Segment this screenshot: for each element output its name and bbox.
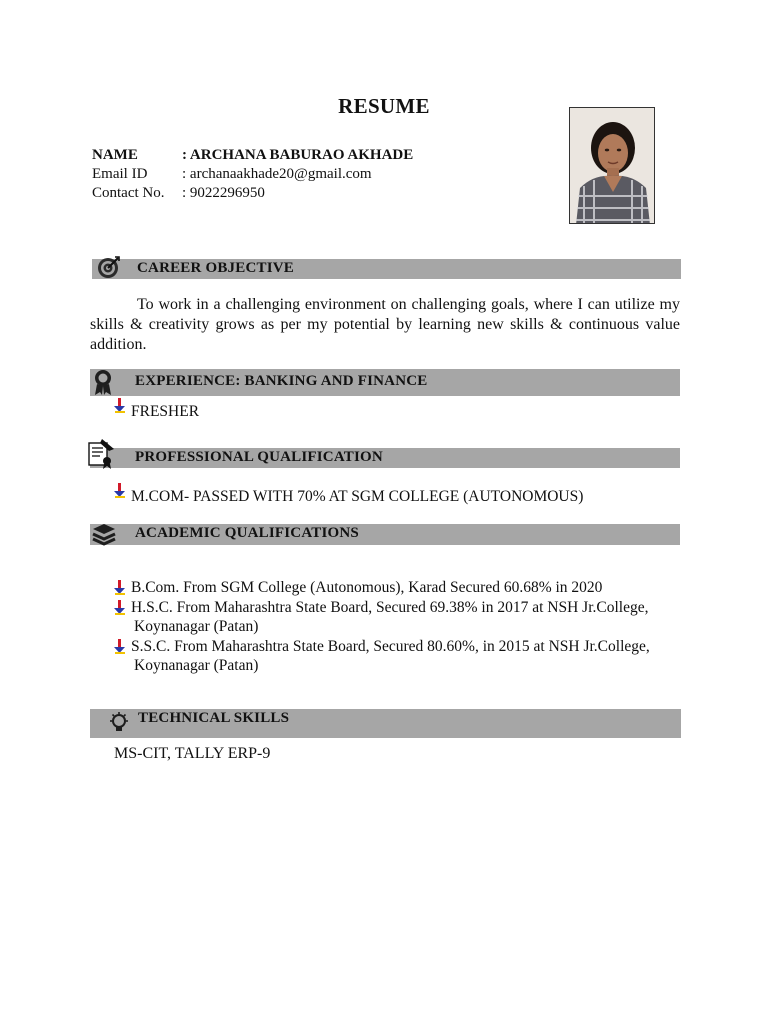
name-row — [92, 146, 413, 165]
experience-item-text: FRESHER — [131, 403, 200, 420]
academic-item-text: S.S.C. From Maharashtra State Board, Secured 80.60%, in 2015 at NSH Jr.College, — [131, 638, 650, 655]
arrow-bullet-icon — [113, 483, 127, 504]
experience-item — [113, 402, 200, 421]
resume-title: RESUME — [338, 94, 430, 118]
profile-photo — [569, 107, 655, 224]
technical-heading-bar — [90, 709, 681, 738]
email-label: Email ID — [92, 166, 148, 182]
professional-heading: PROFESSIONAL QUALIFICATION — [135, 449, 383, 465]
academic-item-text: Koynanagar (Patan) — [134, 657, 259, 674]
experience-heading-bar — [90, 369, 680, 396]
professional-item — [113, 487, 584, 506]
academic-item-text: B.Com. From SGM College (Autonomous), Karad Secured 60.68% in 2020 — [131, 579, 603, 596]
academic-heading: ACADEMIC QUALIFICATIONS — [135, 525, 359, 541]
contact-value: : 9022296950 — [182, 185, 265, 201]
technical-item — [114, 744, 270, 763]
arrow-bullet-icon — [113, 639, 127, 660]
academic-item-1 — [113, 578, 603, 597]
arrow-bullet-icon — [113, 600, 127, 621]
academic-item-3-continued — [134, 656, 258, 675]
target-icon — [96, 256, 120, 285]
email-row — [92, 165, 372, 184]
name-value: : ARCHANA BABURAO AKHADE — [182, 147, 414, 163]
award-ribbon-icon — [92, 369, 114, 401]
academic-item-text: Koynanagar (Patan) — [134, 618, 259, 635]
professional-item-text: M.COM- PASSED WITH 70% AT SGM COLLEGE (AUTONOMOUS) — [131, 488, 584, 505]
lightbulb-icon — [107, 711, 131, 740]
email-value[interactable]: : archanaakhade20@gmail.com — [182, 166, 372, 182]
experience-heading: EXPERIENCE: BANKING AND FINANCE — [135, 373, 428, 389]
academic-item-2-continued — [134, 617, 258, 636]
contact-row — [92, 184, 265, 203]
technical-heading: TECHNICAL SKILLS — [138, 710, 290, 726]
profile-photo-image — [570, 108, 655, 224]
name-label: NAME — [92, 147, 138, 163]
career-objective-paragraph: To work in a challenging environment on challenging goals, where I can utilize my skills & creativity grows as per my potential by learning new skills & continuous value addition. — [90, 296, 680, 353]
career-objective-heading-bar — [92, 259, 681, 279]
technical-item-text: MS-CIT, TALLY ERP-9 — [114, 745, 271, 762]
arrow-bullet-icon — [113, 398, 127, 419]
career-objective-heading: CAREER OBJECTIVE — [137, 260, 294, 276]
academic-item-text: H.S.C. From Maharashtra State Board, Secured 69.38% in 2017 at NSH Jr.College, — [131, 599, 649, 616]
contact-label: Contact No. — [92, 185, 165, 201]
academic-item-3 — [113, 637, 650, 656]
books-icon — [91, 523, 117, 551]
certificate-icon — [88, 435, 118, 474]
career-objective-text — [90, 295, 680, 355]
professional-heading-bar — [90, 448, 680, 468]
academic-item-2 — [113, 598, 649, 617]
academic-heading-bar — [90, 524, 680, 545]
